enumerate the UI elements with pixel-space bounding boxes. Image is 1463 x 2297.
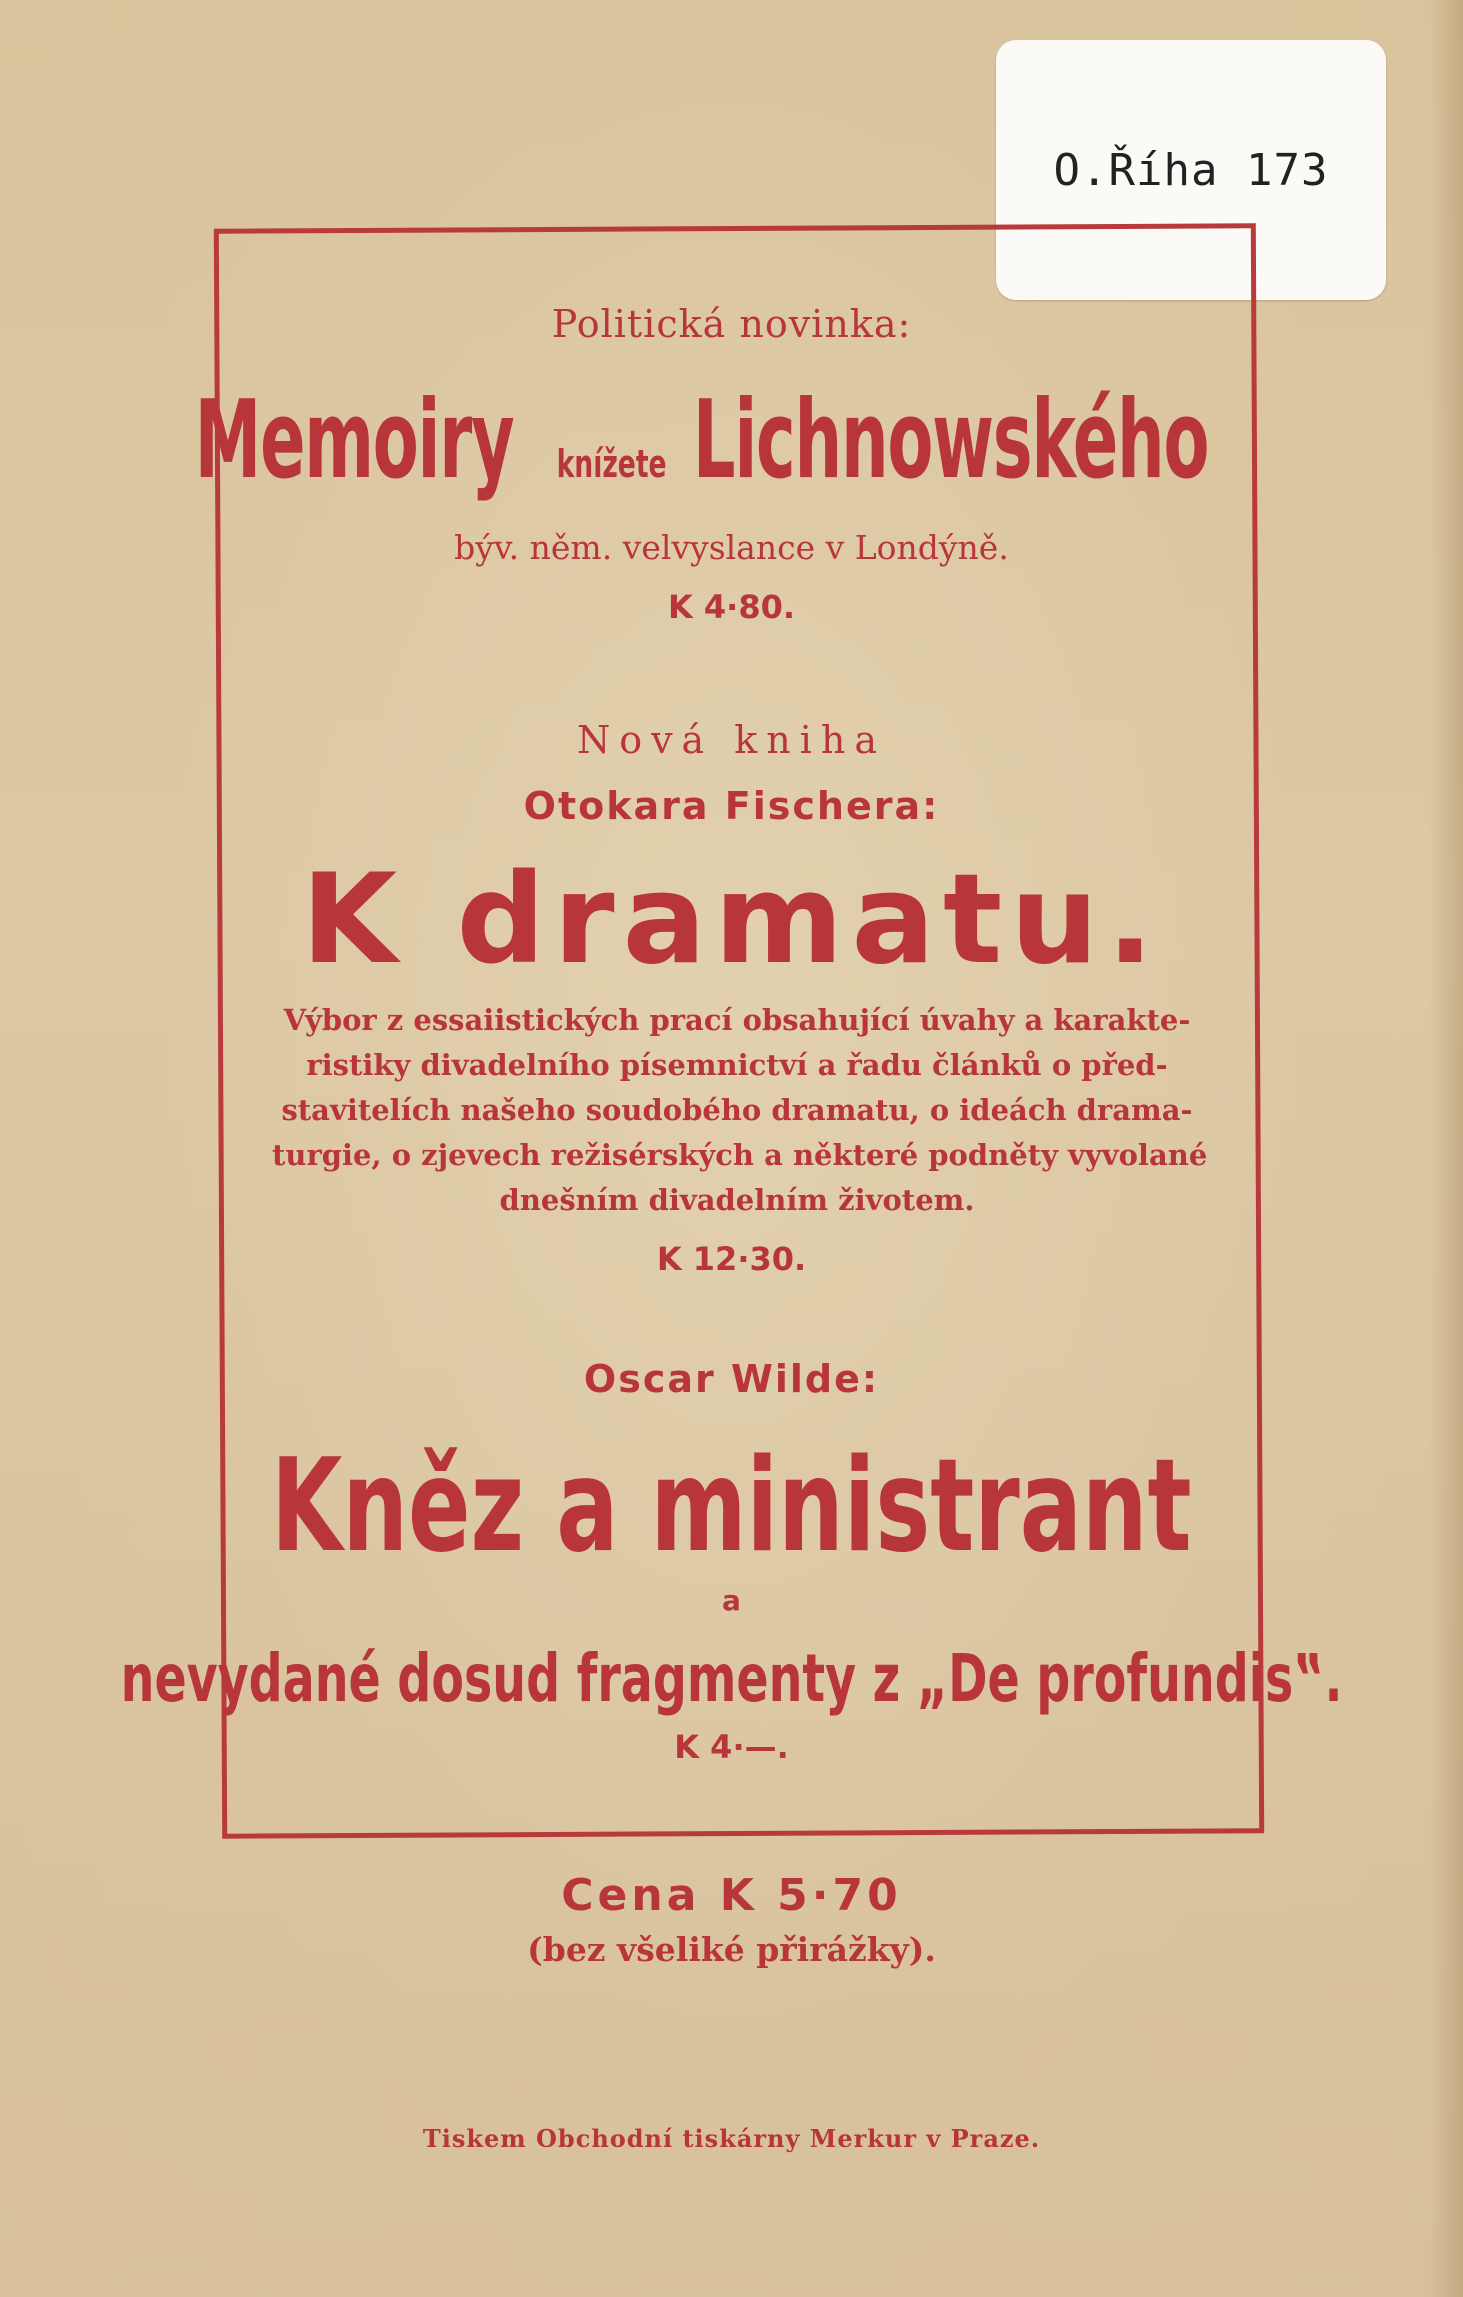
ad2-description-line: Výbor z essaiistických prací obsahující úvahy a karakte- (283, 1003, 1191, 1037)
ad3-author: Oscar Wilde: (583, 1357, 880, 1401)
ad3-subtitle-wrap (0, 1640, 1463, 1720)
printer-imprint: Tiskem Obchodní tiskárny Merkur v Praze. (422, 2124, 1041, 2153)
ad2-intro: Nová kniha (576, 718, 887, 762)
ad1-title-small: knížete (556, 442, 668, 486)
ad1-title-name: Lichnowského (692, 378, 1208, 503)
ad2-title: K dramatu. (301, 848, 1162, 992)
ad1-title-main: Memoiry (194, 378, 514, 503)
ad2-author: Otokara Fischera: (523, 784, 940, 828)
library-label-text: O.Říha 173 (1053, 144, 1329, 196)
ad1-title (0, 378, 1463, 503)
ad3-title: Kněz a ministrant (271, 1432, 1192, 1581)
ad1-subtitle: býv. něm. velvyslance v Londýně. (454, 528, 1009, 567)
ad3-title-wrap (0, 1432, 1463, 1581)
ad3-connector: a (722, 1584, 741, 1617)
ad2-price: K 12·30. (656, 1240, 807, 1278)
ad2-description (272, 998, 1208, 1223)
book-price: Cena K 5·70 (561, 1870, 902, 1921)
ad2-description-line: turgie, o zjevech režisérských a některé podněty vyvolané (272, 1138, 1208, 1172)
ad3-price: K 4·—. (674, 1728, 789, 1766)
ad3-subtitle: nevydané dosud fragmenty z „De profundis‟. (120, 1640, 1343, 1717)
ad1-price: K 4·80. (667, 588, 796, 626)
ad2-description-line: ristiky divadelního písemnictví a řadu článků o před- (306, 1048, 1168, 1082)
ad2-description-line: dnešním divadelním životem. (499, 1183, 975, 1217)
ad2-description-line: stavitelích našeho soudobého dramatu, o ideách drama- (281, 1093, 1193, 1127)
price-note: (bez všeliké přirážky). (527, 1930, 936, 1969)
ad1-intro: Politická novinka: (551, 302, 912, 346)
